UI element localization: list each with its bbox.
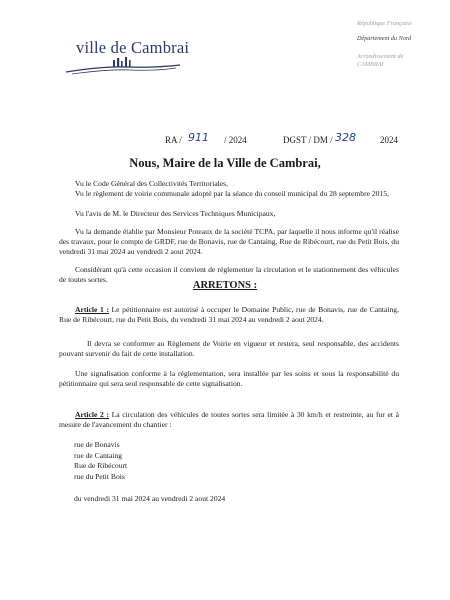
article-1-text: Le pétitionnaire est autorisé à occuper le Domaine Public, rue de Bonavis, rue de Cantaing, Rue de Ribécourt, rue du Petit Bois, du vendredi 31 mai 2024 au vendredi 2 aout 2024. [59, 305, 399, 324]
street-item: Rue de Ribécourt [74, 461, 128, 471]
preamble-line-2: Vu le règlement de voirie communale adopté par la séance du conseil municipal du 28 septembre 2015, [75, 189, 389, 198]
article-1-label: Article 1 : [75, 305, 109, 314]
arretons-heading: ARRETONS : [192, 280, 258, 291]
request-paragraph: Vu la demande établie par Monsieur Poteaux de la société TCPA, par laquelle il nous informe qu'il réalise des travaux, pour le compte de GRDF, rue de Bonavis, rue de Cantaing, Rue de Ribécourt, rue du Petit Bois, du vendredi 31 mai 2024 au vendredi 2 aout 2024. [59, 227, 399, 256]
article-1-signage: Une signalisation conforme à la réglementation, sera installée par les soins et sous la responsabilité du pétitionnaire qui sera seul responsable de cette signalisation. [59, 369, 399, 388]
street-list [74, 440, 127, 482]
department-label: Département du Nord [357, 35, 412, 42]
street-item: rue de Cantaing [74, 450, 123, 460]
arrondissement-label: Arrondissement de [357, 53, 404, 60]
considering-paragraph: Considérant qu'à cette occasion il convient de réglementer la circulation et le stationnement des véhicules de toutes sortes. [59, 265, 399, 284]
article-1-paragraph [59, 305, 399, 325]
preamble-line-1: Vu le Code Général des Collectivités Territoriales, [75, 179, 229, 188]
republic-label: République Française [357, 20, 412, 27]
city-logo-skyline-icon [64, 56, 184, 76]
arrondissement-name: CAMBRAI [357, 61, 384, 68]
dgst-label: DGST / DM / [283, 135, 333, 145]
dgst-number-handwritten: 328 [335, 131, 356, 144]
dgst-year: 2024 [380, 135, 398, 145]
city-logo-text: ville de Cambrai [76, 38, 190, 57]
ra-label: RA / [165, 135, 182, 145]
article-2-period: du vendredi 31 mai 2024 au vendredi 2 aout 2024 [74, 494, 226, 503]
article-2-paragraph [59, 410, 399, 430]
street-item: rue du Petit Bois [74, 471, 125, 481]
ra-number-handwritten: 911 [188, 131, 209, 144]
article-1-responsibility: Il devra se conformer au Règlement de Voirie en vigueur et restera, seul responsable, des accidents pouvant survenir du fait de cette installation. [59, 339, 399, 358]
preamble-line-3: Vu l'avis de M. le Directeur des Services Techniques Municipaux, [75, 209, 276, 218]
document-title: Nous, Maire de la Ville de Cambrai, [129, 156, 321, 170]
street-item: rue de Bonavis [74, 440, 120, 449]
article-2-text: La circulation des véhicules de toutes sortes sera limitée à 30 km/h et restreinte, au fur et à mesure de l'avancement du chantier : [59, 410, 399, 429]
ra-year: / 2024 [224, 135, 247, 145]
article-2-label: Article 2 : [75, 410, 109, 419]
